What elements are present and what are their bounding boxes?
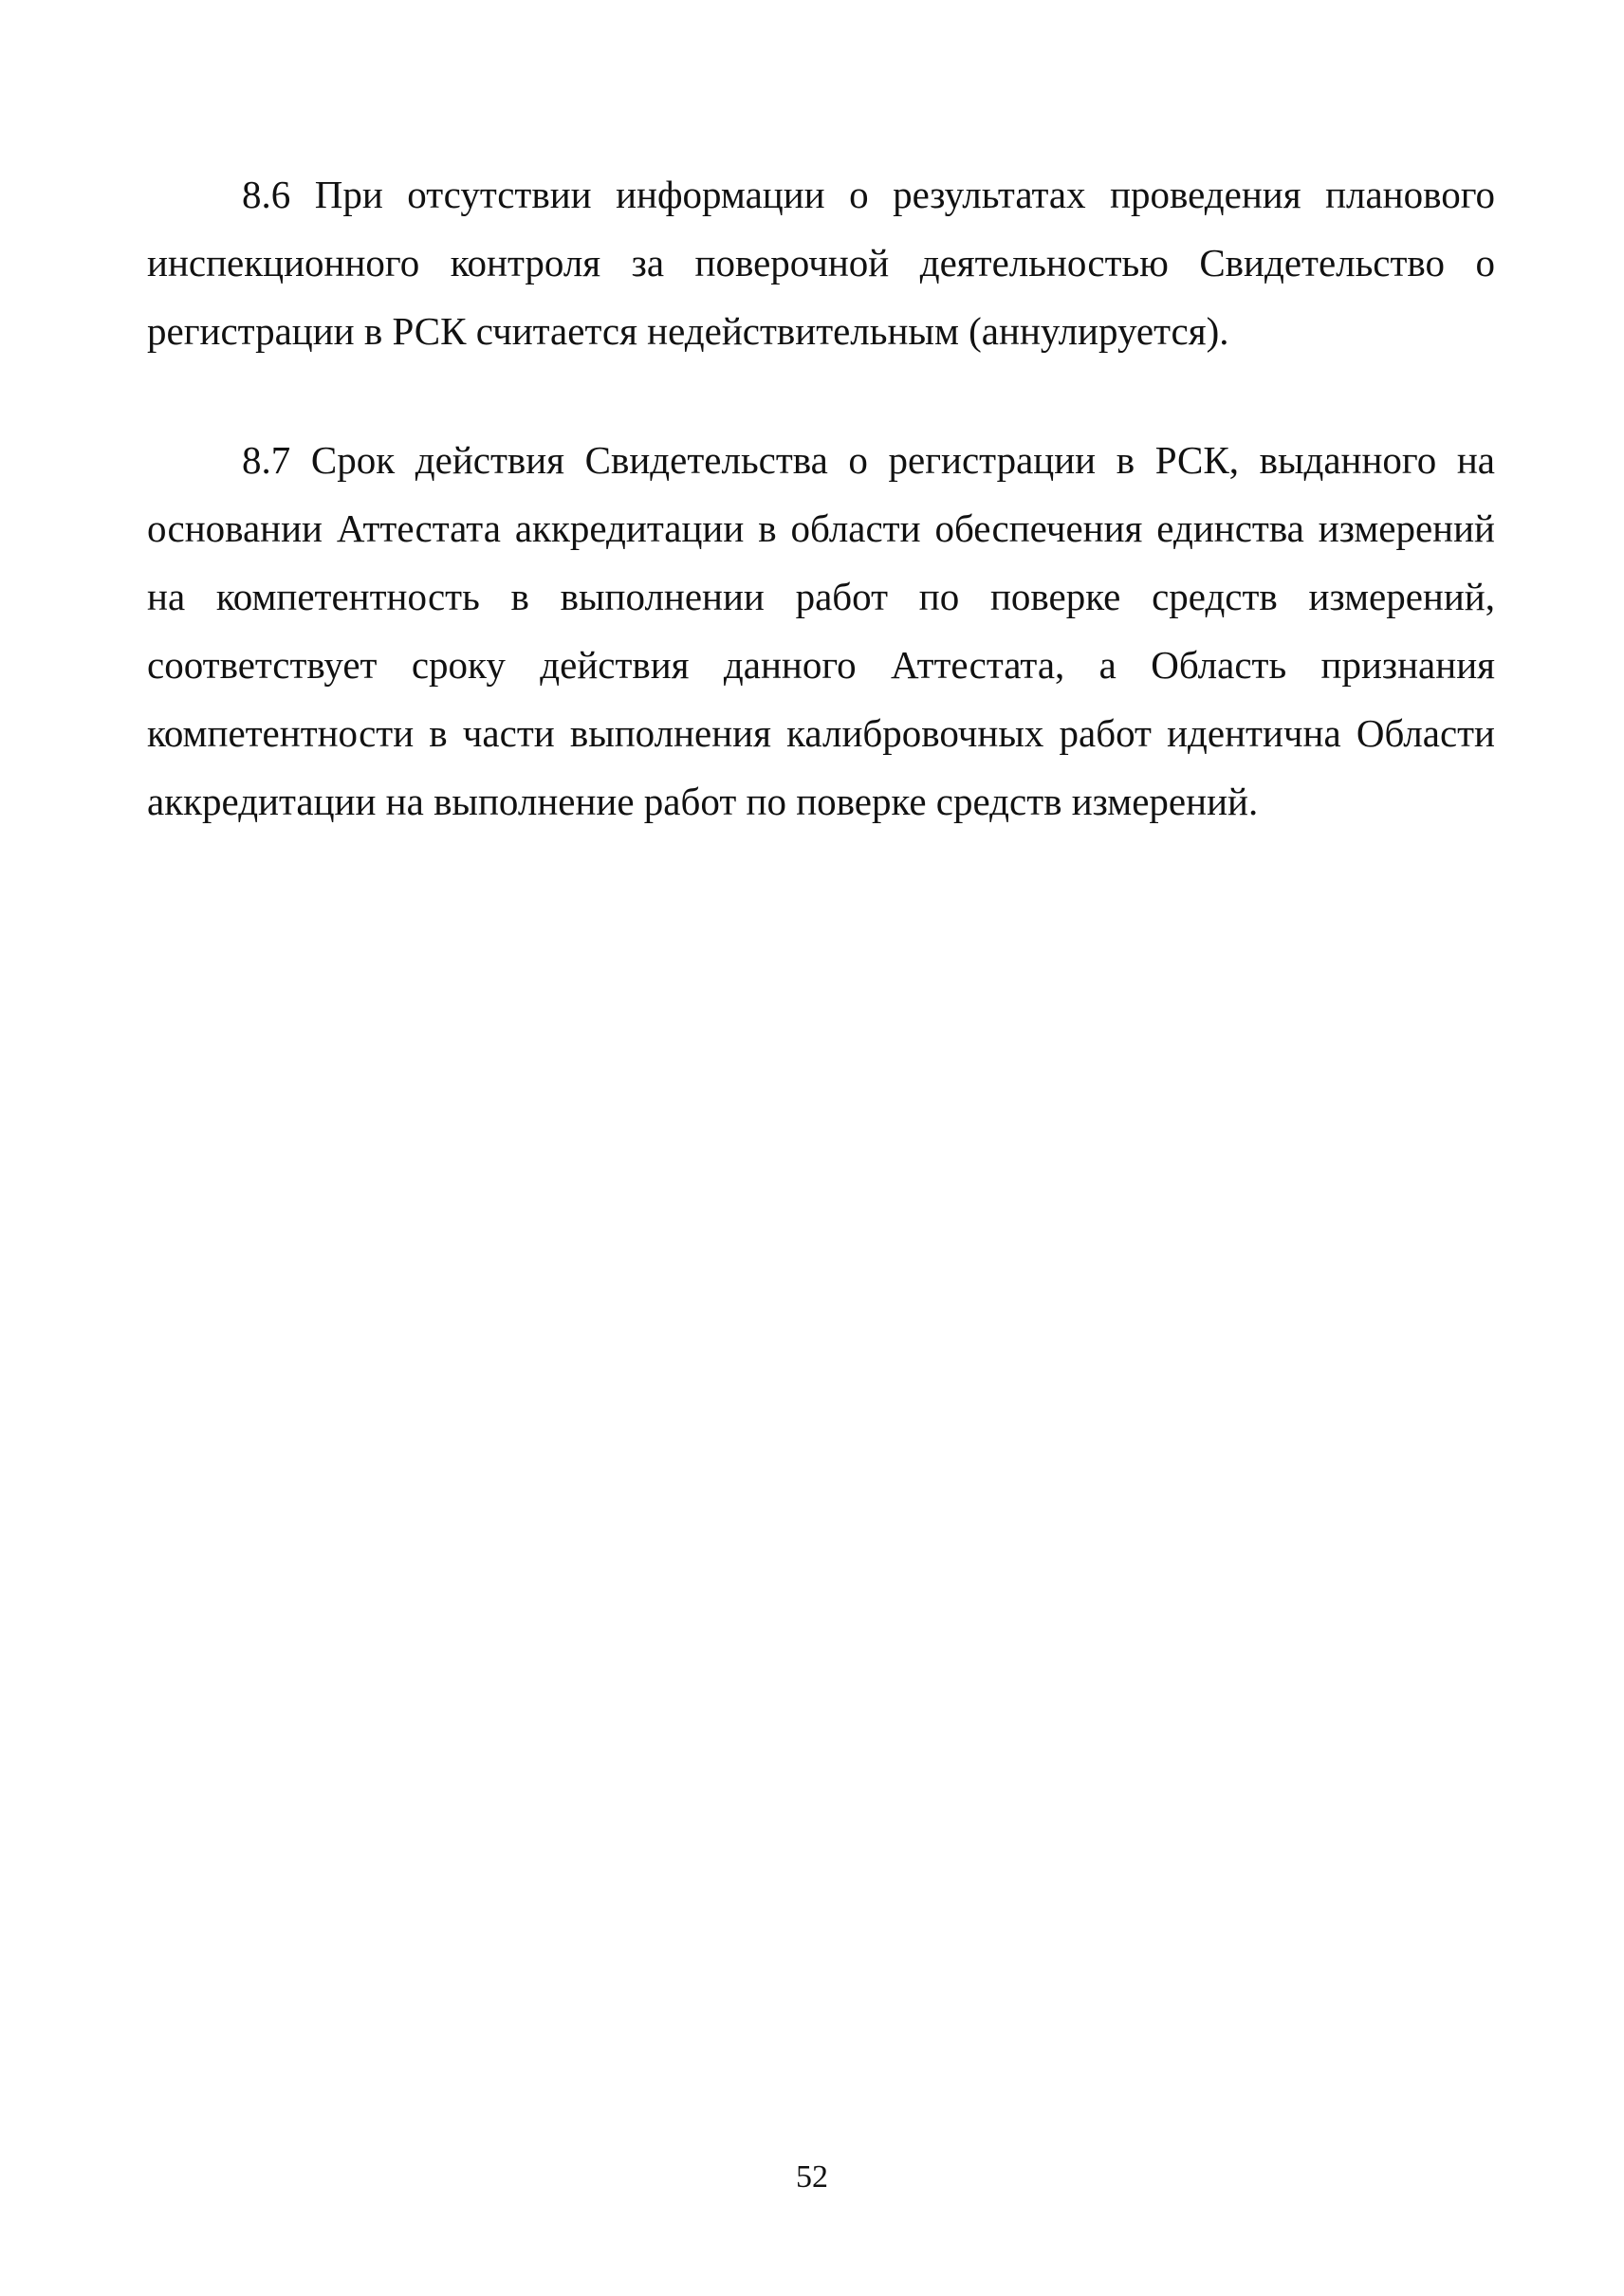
paragraph-8-7: 8.7 Срок действия Свидетельства о регистрации в РСК, выданного на основании Аттестата аккредитации в области обеспечения единства измерений на компетентность в выполнении работ по поверке средств измерений, соответствует сроку действия данного Аттестата, а Область признания компетентности в части выполнения калибровочных работ идентична Области аккредитации на выполнение работ по поверке средств измерений. bbox=[147, 438, 1495, 823]
paragraph-8-6: 8.6 При отсутствии информации о результатах проведения планового инспекционного контроля за поверочной деятельностью Свидетельство о регистрации в РСК считается недействительным (аннулируется). bbox=[147, 173, 1495, 353]
page-number: 52 bbox=[796, 2159, 828, 2195]
